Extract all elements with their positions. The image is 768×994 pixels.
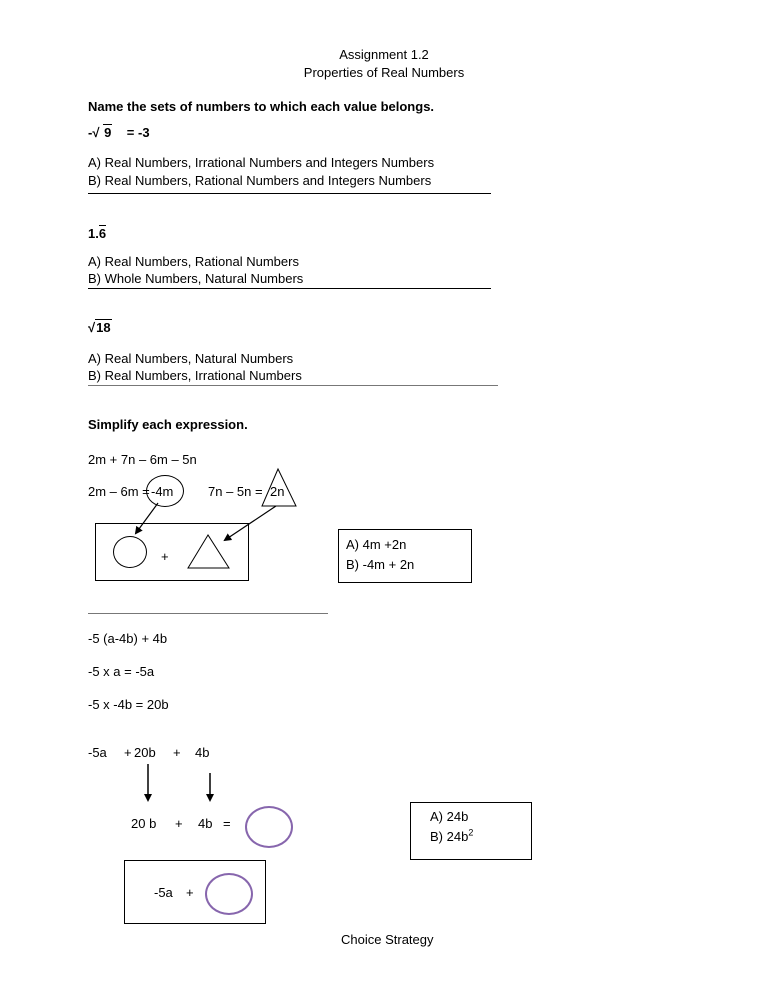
arrow-icon [225,506,276,540]
ex2-final-a: -5a [154,885,173,900]
triangle-placeholder [188,535,229,568]
ex2-plus-2: + [173,745,181,760]
q2-whole: 1. [88,226,99,241]
ex2-combine-eq: = [223,816,231,831]
ex1-choice-b[interactable]: B) -4m + 2n [346,557,415,572]
arrow-icon [136,503,158,533]
q1-option-a[interactable]: A) Real Numbers, Irrational Numbers and Integers Numbers [88,155,435,170]
ex2-expression: -5 (a-4b) + 4b [88,631,168,646]
q1-result: = -3 [126,125,150,140]
ex2-step2: -5 x -4b = 20b [88,697,169,712]
q3-option-b[interactable]: B) Real Numbers, Irrational Numbers [88,368,302,383]
ex2-step1: -5 x a = -5a [88,664,155,679]
assignment-subtitle: Properties of Real Numbers [303,65,465,80]
ex2-combine-plus: + [175,816,183,831]
assignment-title: Assignment 1.2 [339,47,429,62]
q2-option-b[interactable]: B) Whole Numbers, Natural Numbers [88,271,304,286]
q3-radical: √ [88,320,96,335]
ex1-step-m-left: 2m – 6m = [88,484,150,499]
strategy-label: Choice Strategy [341,932,434,947]
q2-option-a[interactable]: A) Real Numbers, Rational Numbers [88,254,299,269]
ex2-final-plus: + [186,885,194,900]
q1-option-b[interactable]: B) Real Numbers, Rational Numbers and Integers Numbers [88,173,432,188]
ex2-term-20b: 20b [134,745,156,760]
section1-heading: Name the sets of numbers to which each value belongs. [88,99,435,114]
ex2-plus-1: + [124,745,132,760]
q3-option-a[interactable]: A) Real Numbers, Natural Numbers [88,351,294,366]
ex1-choice-a[interactable]: A) 4m +2n [346,537,407,552]
ex2-combine-4b: 4b [198,816,213,831]
ex1-step-n-answer: 2n [270,484,285,499]
ex1-step-n-left: 7n – 5n = [208,484,263,499]
section2-heading: Simplify each expression. [88,417,248,432]
ex2-term-a: -5a [88,745,107,760]
ex2-choice-a[interactable]: A) 24b [430,809,469,824]
ex1-expression: 2m + 7n – 6m – 5n [88,452,197,467]
ex1-plus: + [161,549,169,564]
q2-repeating-digit: 6 [98,226,107,241]
q1-neg: - [88,125,93,140]
ex2-combine-20b: 20 b [131,816,157,831]
ex2-choice-b-base: B) 24b [430,829,469,844]
q1-radicand: 9 [104,125,112,140]
ex1-step-m-answer: -4m [151,484,174,499]
ex2-term-4b: 4b [195,745,210,760]
q3-radicand: 18 [96,320,111,335]
ex2-choice-b-exponent: 2 [468,827,474,838]
triangle-shape [262,469,296,506]
q1-radical: √ [92,125,100,140]
